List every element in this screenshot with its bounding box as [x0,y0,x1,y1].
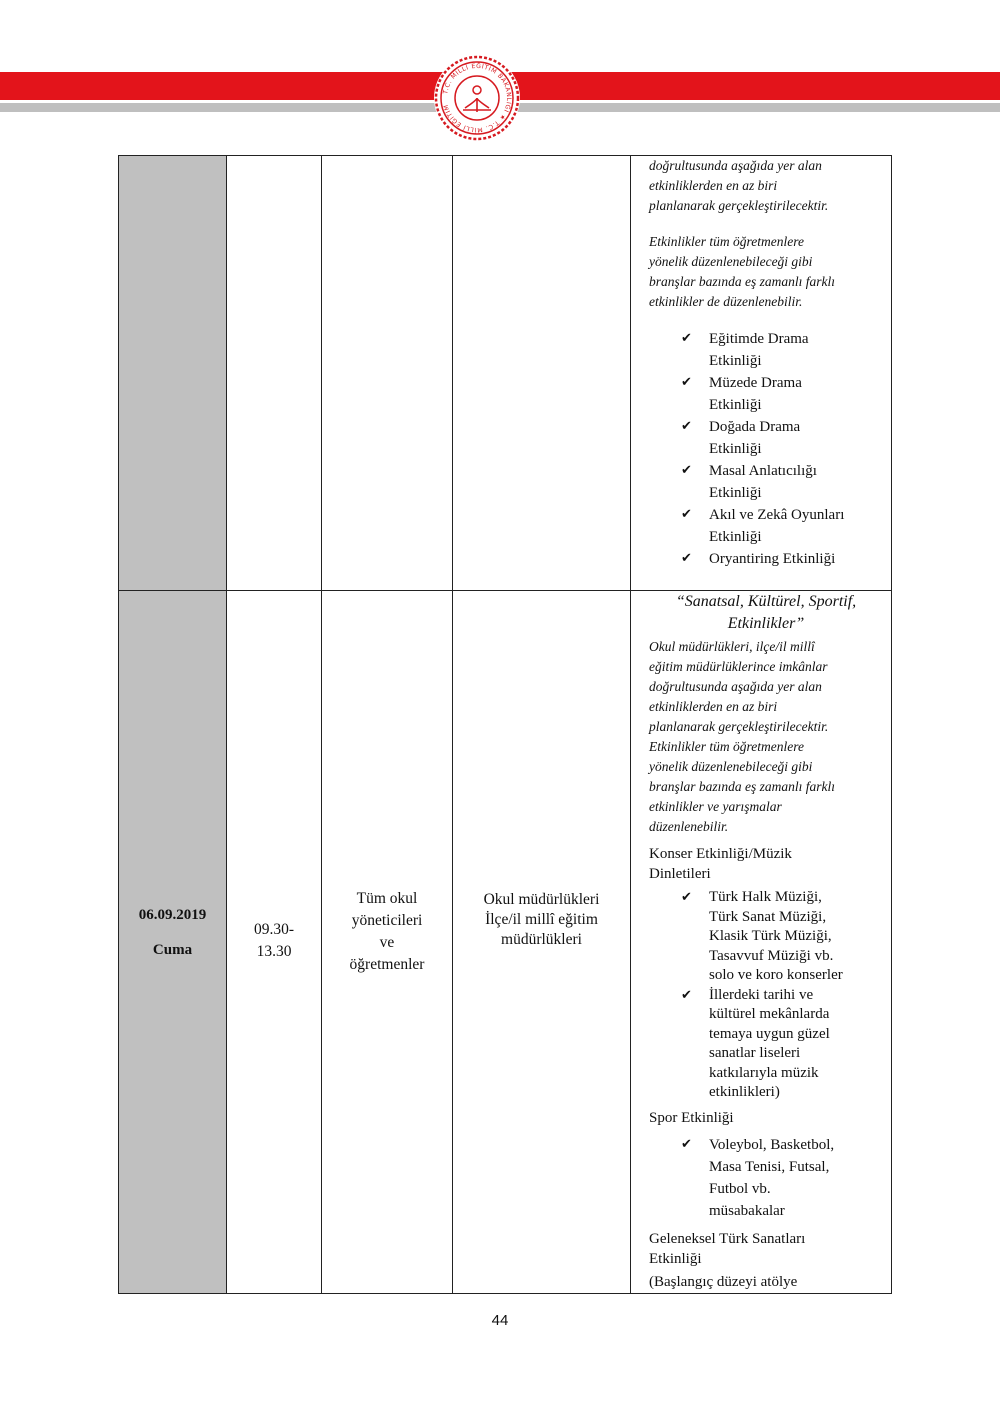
checkmark-icon: ✔ [681,375,692,390]
participants-cell [322,156,453,591]
page-number: 44 [491,1312,509,1329]
time-cell [227,156,322,591]
list-item: ✔ Eğitimde Drama Etkinliği [681,328,883,372]
svg-text:T.C. MİLLÎ EĞİTİM BAKANLIĞI ★: T.C. MİLLÎ EĞİTİM BAKANLIĞI ★ T.C. MİLLÎ EĞİTİM [442,62,513,134]
table-row [119,156,892,591]
description-cell [631,591,892,1294]
art-heading: Geleneksel Türk Sanatları Etkinliği [649,1231,806,1267]
activity-note: Etkinlikler tüm öğretmenlere yönelik düzenlenebileceği gibi branşlar bazında eş zamanlı farklı etkinlikler de düzenlenebilir. [649,234,836,309]
checkmark-icon: ✔ [681,1137,692,1152]
sport-heading: Spor Etkinliği [649,1109,734,1126]
responsible-cell: Okul müdürlükleri İlçe/il millî eğitim müdürlükleri [453,591,631,1294]
participants-cell: Tüm okul yöneticileri ve öğretmenler [322,591,453,1294]
list-item: ✔ Masal Anlatıcılığı Etkinliği [681,460,883,504]
date-cell [119,591,227,1294]
list-item: ✔ Akıl ve Zekâ Oyunları Etkinliği [681,504,883,548]
activity-intro: doğrultusunda aşağıda yer alan etkinliklerden en az biri planlanarak gerçekleştirilecektir. [649,158,829,213]
list-item: ✔ İllerdeki tarihi ve kültürel mekânlarda temaya uygun güzel sanatlar liseleri katkılarıyla müzik etkinlikleri) [681,986,830,1100]
list-item: ✔ Doğada Drama Etkinliği [681,416,883,460]
date-cell [119,156,227,591]
date-value: 06.09.2019 [138,906,207,923]
checkmark-icon: ✔ [681,890,692,905]
activity-intro: Okul müdürlükleri, ilçe/il millî eğitim müdürlüklerince imkânlar doğrultusunda aşağıda yer alan etkinliklerden en az biri planlanarak gerçekleştirilecektir. Etkinlikler tüm öğretmenlere yönelik düzenlenebileceği gibi branşlar bazında eş zamanlı farklı etkinlikler ve yarışmalar düzenlenebilir. [649,639,836,834]
checkmark-icon: ✔ [681,419,692,434]
checkmark-icon: ✔ [681,551,692,566]
checkmark-icon: ✔ [681,331,692,346]
concert-list [649,888,883,1103]
list-item: ✔ Voleybol, Basketbol, Masa Tenisi, Futsal, Futbol vb. müsabakalar [681,1134,883,1222]
list-item: ✔ Oryantiring Etkinliği [681,548,883,570]
sport-list [649,1134,883,1222]
checkmark-icon: ✔ [681,987,692,1003]
list-item: ✔ Müzede Drama Etkinliği [681,372,883,416]
responsible-cell [453,156,631,591]
table-row [119,591,892,1294]
art-note: (Başlangıç düzeyi atölye [649,1274,798,1290]
section-title: “Sanatsal, Kültürel, Sportif, Etkinlikler” [675,593,857,632]
activity-list [649,328,883,570]
day-value: Cuma [152,941,193,958]
description-cell [631,156,892,591]
time-cell: 09.30- 13.30 [227,591,322,1294]
checkmark-icon: ✔ [681,463,692,478]
checkmark-icon: ✔ [681,507,692,522]
concert-heading: Konser Etkinliği/Müzik Dinletileri [649,846,792,882]
ministry-seal-logo [433,54,521,142]
schedule-table [118,155,892,1294]
list-item: ✔ Türk Halk Müziği, Türk Sanat Müziği, Klasik Türk Müziği, Tasavvuf Müziği vb. solo ve koro konserler [681,889,843,983]
